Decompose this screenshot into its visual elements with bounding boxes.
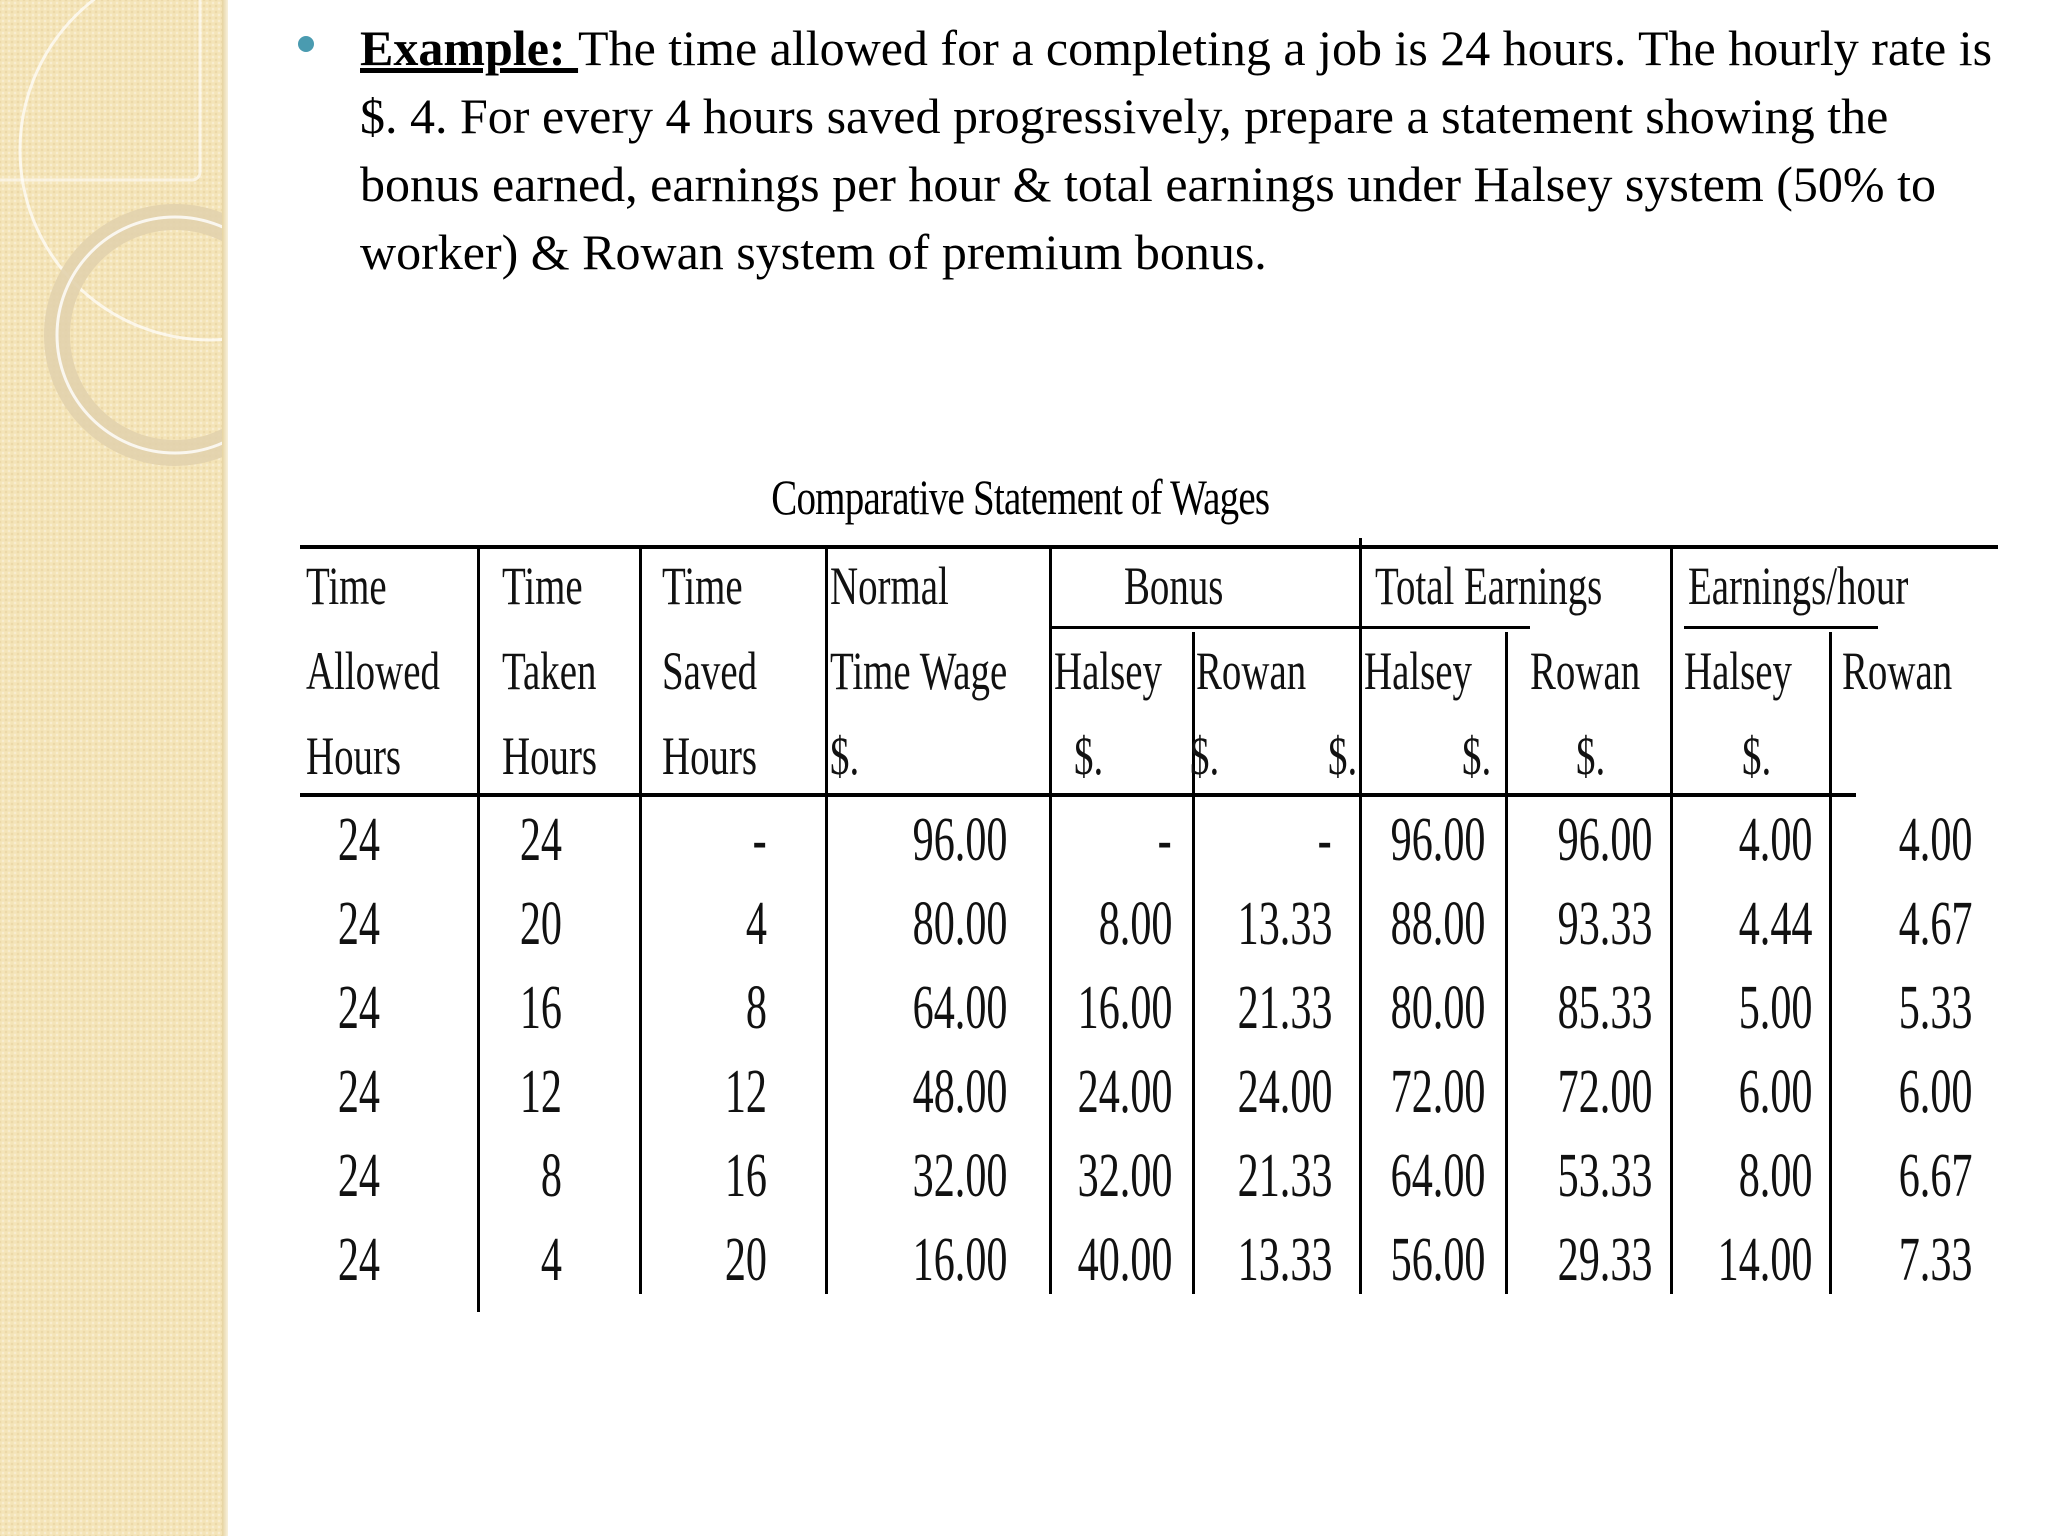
col-divider-1: [477, 548, 480, 1312]
cell-bonus-rowan: -: [1317, 806, 1332, 874]
cell-time-allowed: 24: [337, 974, 380, 1042]
side-strip-edge: [222, 0, 228, 1536]
col-divider-7: [1505, 632, 1508, 1294]
cell-eph-halsey: 6.00: [1738, 1058, 1812, 1126]
cell-eph-halsey: 8.00: [1738, 1142, 1812, 1210]
decorative-side-strip: [0, 0, 228, 1536]
cell-eph-halsey: 4.00: [1738, 806, 1812, 874]
hdr-time-allowed-3: Hours: [306, 726, 402, 786]
example-text: The time allowed for a completing a job is 24 hours. The hourly rate is $. 4. For every 4 hours saved progressively, prepare a statement showing the bonus earned, earnings per hour & total earnings under Halsey system (50% to worker) & Rowan system of premium bonus.: [360, 20, 1993, 280]
hdr-time-saved-3: Hours: [662, 726, 758, 786]
cell-total-rowan: 29.33: [1557, 1226, 1652, 1294]
table-top-rule: [300, 545, 1998, 549]
col-divider-4: [1049, 548, 1052, 1294]
cell-time-taken: 4: [540, 1226, 562, 1294]
bonus-underline: [1052, 626, 1530, 629]
bullet-icon: [298, 36, 314, 52]
hdr-time-saved-1: Time: [662, 556, 743, 616]
table-title: Comparative Statement of Wages: [771, 469, 1270, 525]
cell-bonus-halsey: 40.00: [1077, 1226, 1172, 1294]
cell-time-allowed: 24: [337, 890, 380, 958]
cell-normal-wage: 48.00: [912, 1058, 1007, 1126]
earnings-hour-underline: [1684, 626, 1878, 629]
cell-bonus-rowan: 21.33: [1237, 974, 1332, 1042]
example-paragraph: [360, 14, 2000, 286]
header-bottom-rule: [300, 793, 1856, 797]
hdr-total-halsey: Halsey: [1364, 641, 1472, 701]
hdr-normal-wage-1: Normal: [830, 556, 949, 616]
hdr-time-taken-3: Hours: [502, 726, 598, 786]
col-divider-3: [825, 548, 828, 1294]
hdr-normal-wage-2: Time Wage: [830, 641, 1008, 701]
cell-time-taken: 20: [519, 890, 562, 958]
cell-bonus-halsey: -: [1157, 806, 1172, 874]
cell-eph-rowan: 6.67: [1898, 1142, 1972, 1210]
cell-bonus-halsey: 16.00: [1077, 974, 1172, 1042]
cell-time-saved: 16: [724, 1142, 767, 1210]
cell-normal-wage: 96.00: [912, 806, 1007, 874]
cell-total-rowan: 85.33: [1557, 974, 1652, 1042]
cell-total-rowan: 72.00: [1557, 1058, 1652, 1126]
cell-eph-halsey: 14.00: [1717, 1226, 1812, 1294]
cell-eph-rowan: 4.00: [1898, 806, 1972, 874]
hdr-eph-unit: $.: [1742, 726, 1772, 786]
hdr-bonus: Bonus: [1124, 556, 1224, 616]
cell-normal-wage: 16.00: [912, 1226, 1007, 1294]
cell-time-allowed: 24: [337, 1142, 380, 1210]
cell-normal-wage: 64.00: [912, 974, 1007, 1042]
hdr-total-rowan: Rowan: [1530, 641, 1641, 701]
wages-table-image: [292, 460, 2010, 1320]
cell-eph-rowan: 6.00: [1898, 1058, 1972, 1126]
cell-bonus-rowan: 13.33: [1237, 890, 1332, 958]
cell-eph-rowan: 4.67: [1898, 890, 1972, 958]
cell-bonus-halsey: 32.00: [1077, 1142, 1172, 1210]
hdr-bonus-halsey-unit: $.: [1074, 726, 1104, 786]
cell-bonus-rowan: 13.33: [1237, 1226, 1332, 1294]
hdr-total-rowan-unit: $.: [1576, 726, 1606, 786]
cell-total-halsey: 72.00: [1390, 1058, 1485, 1126]
hdr-bonus-rowan: Rowan: [1196, 641, 1307, 701]
cell-time-saved: -: [752, 806, 767, 874]
cell-total-halsey: 88.00: [1390, 890, 1485, 958]
cell-eph-rowan: 5.33: [1898, 974, 1972, 1042]
hdr-time-allowed-1: Time: [306, 556, 387, 616]
cell-total-halsey: 64.00: [1390, 1142, 1485, 1210]
cell-bonus-halsey: 24.00: [1077, 1058, 1172, 1126]
cell-eph-rowan: 7.33: [1898, 1226, 1972, 1294]
cell-time-saved: 8: [745, 974, 767, 1042]
col-divider-9: [1829, 632, 1832, 1294]
hdr-time-taken-1: Time: [502, 556, 583, 616]
hdr-earnings-hour: Earnings/hour: [1688, 556, 1909, 616]
cell-total-halsey: 80.00: [1390, 974, 1485, 1042]
cell-time-allowed: 24: [337, 806, 380, 874]
hdr-total-halsey-unit: $.: [1462, 726, 1492, 786]
cell-bonus-halsey: 8.00: [1098, 890, 1172, 958]
cell-time-taken: 16: [519, 974, 562, 1042]
hdr-bonus-halsey: Halsey: [1054, 641, 1162, 701]
cell-time-taken: 12: [519, 1058, 562, 1126]
cell-time-taken: 24: [519, 806, 562, 874]
cell-normal-wage: 32.00: [912, 1142, 1007, 1210]
decorative-rings: [0, 0, 228, 520]
cell-time-taken: 8: [540, 1142, 562, 1210]
cell-time-allowed: 24: [337, 1226, 380, 1294]
cell-total-halsey: 96.00: [1390, 806, 1485, 874]
hdr-total-unit-a: $.: [1328, 726, 1358, 786]
cell-total-halsey: 56.00: [1390, 1226, 1485, 1294]
cell-total-rowan: 53.33: [1557, 1142, 1652, 1210]
cell-time-saved: 4: [745, 890, 767, 958]
cell-time-allowed: 24: [337, 1058, 380, 1126]
cell-eph-halsey: 4.44: [1738, 890, 1812, 958]
cell-time-saved: 12: [724, 1058, 767, 1126]
hdr-time-saved-2: Saved: [662, 641, 758, 701]
hdr-time-allowed-2: Allowed: [306, 641, 440, 701]
cell-bonus-rowan: 24.00: [1237, 1058, 1332, 1126]
example-lead: Example:: [360, 20, 579, 76]
cell-total-rowan: 93.33: [1557, 890, 1652, 958]
hdr-bonus-rowan-unit: $.: [1190, 726, 1220, 786]
cell-total-rowan: 96.00: [1557, 806, 1652, 874]
hdr-eph-halsey: Halsey: [1684, 641, 1792, 701]
hdr-time-taken-2: Taken: [502, 641, 597, 701]
hdr-normal-wage-3: $.: [830, 726, 860, 786]
hdr-total-earnings: Total Earnings: [1375, 556, 1603, 616]
col-divider-2: [639, 548, 642, 1294]
cell-normal-wage: 80.00: [912, 890, 1007, 958]
col-divider-8: [1670, 548, 1673, 1294]
hdr-eph-rowan: Rowan: [1842, 641, 1953, 701]
col-divider-6: [1359, 538, 1362, 1294]
cell-time-saved: 20: [724, 1226, 767, 1294]
cell-eph-halsey: 5.00: [1738, 974, 1812, 1042]
cell-bonus-rowan: 21.33: [1237, 1142, 1332, 1210]
